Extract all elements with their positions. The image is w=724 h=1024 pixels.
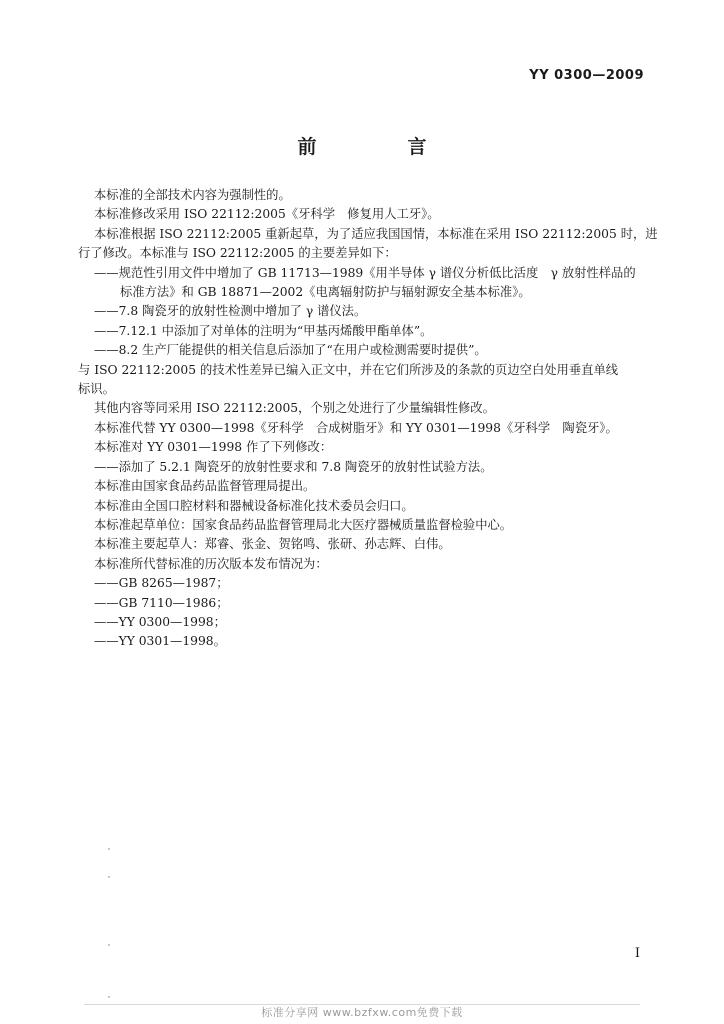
list-item: ——GB 8265—1987； [94,576,229,591]
list-item: ——7.8 陶瓷牙的放射性检测中增加了 γ 谱仪法。 [94,304,367,319]
scan-speck [108,996,110,998]
scan-speck [108,944,110,946]
list-item-continuation: 标准方法》和 GB 18871—2002《电离辐射防护与辐射源安全基本标准》。 [120,285,531,300]
page-title: 前 言 [297,136,463,158]
scan-speck [108,876,110,878]
list-item: ——8.2 生产厂能提供的相关信息后添加了“在用户或检测需要时提供”。 [94,343,487,358]
watermark-text: 标准分享网 www.bzfxw.com免费下载 [261,1006,463,1019]
list-item: ——YY 0301—1998。 [94,634,226,649]
paragraph-line: 本标准根据 ISO 22112:2005 重新起草，为了适应我国国情，本标准在采用 ISO 22112:2005 时，进 [94,226,658,241]
paragraph-line: 行了修改。本标准与 ISO 22112:2005 的主要差异如下： [78,246,397,261]
paragraph-line: 本标准由国家食品药品监督管理局提出。 [94,479,316,494]
list-item: ——添加了 5.2.1 陶瓷牙的放射性要求和 7.8 陶瓷牙的放射性试验方法。 [94,459,493,474]
paragraph-line: 本标准起草单位：国家食品药品监督管理局北大医疗器械质量监督检验中心。 [94,517,513,532]
paragraph-line: 本标准修改采用 ISO 22112:2005《牙科学 修复用人工牙》。 [94,207,440,222]
list-item: ——YY 0300—1998； [94,614,226,629]
list-item: ——GB 7110—1986； [94,595,229,610]
standard-code: YY 0300—2009 [529,68,644,83]
scan-speck [108,848,110,850]
page-number: I [634,946,640,961]
document-body [78,186,658,652]
paragraph-line: 本标准的全部技术内容为强制性的。 [94,188,291,202]
paragraph-line: 标识。 [78,382,115,397]
paragraph-line: 本标准代替 YY 0300—1998《牙科学 合成树脂牙》和 YY 0301—1998《牙科学 陶瓷牙》。 [94,420,618,435]
list-item: ——规范性引用文件中增加了 GB 11713—1989《用半导体 γ 谱仪分析低比活度 γ 放射性样品的 [94,265,636,280]
paragraph-line: 本标准所代替标准的历次版本发布情况为： [94,556,328,571]
list-item: ——7.12.1 中添加了对单体的注明为“甲基丙烯酸甲酯单体”。 [94,323,433,338]
paragraph-line: 本标准对 YY 0301—1998 作了下列修改： [94,440,333,455]
paragraph-line: 与 ISO 22112:2005 的技术性差异已编入正文中，并在它们所涉及的条款的页边空白处用垂直单线 [78,362,619,377]
paragraph-line: 其他内容等同采用 ISO 22112:2005，个别之处进行了少量编辑性修改。 [94,401,495,416]
paragraph-line: 本标准主要起草人：郑睿、张金、贺铭鸣、张研、孙志辉、白伟。 [94,537,451,552]
paragraph-line: 本标准由全国口腔材料和器械设备标准化技术委员会归口。 [94,498,414,513]
